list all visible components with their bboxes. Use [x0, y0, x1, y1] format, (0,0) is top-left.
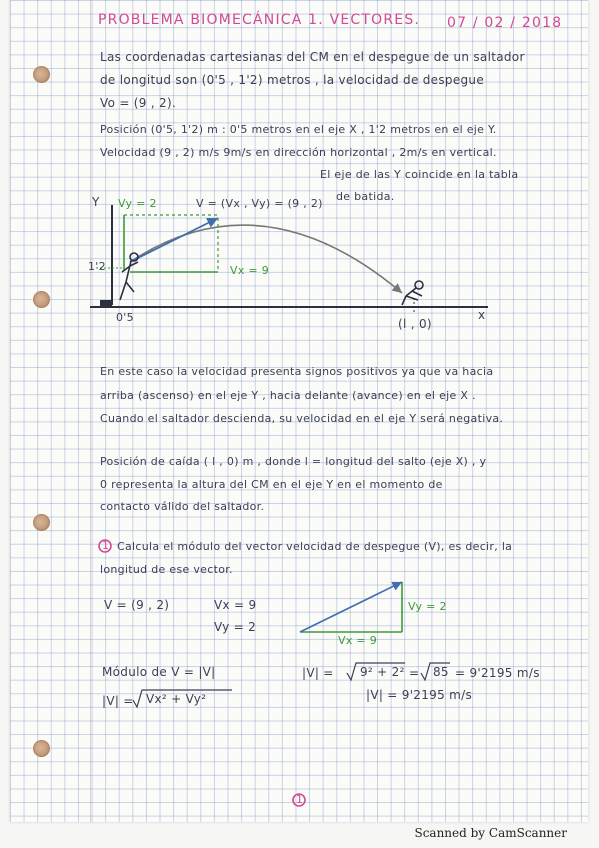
question-line: longitud de ese vector. [100, 563, 233, 576]
page-number: 1 [296, 793, 304, 806]
vx-value: Vx = 9 [214, 598, 257, 612]
vy-value: Vy = 2 [214, 620, 257, 634]
page-title: PROBLEMA BIOMECÁNICA 1. VECTORES. [98, 12, 421, 28]
modulus-calc-right: = 9'2195 m/s [455, 666, 540, 680]
landing-line: 0 representa la altura del CM en el eje Y en el momento de [100, 478, 443, 491]
explanation-line: arriba (ascenso) en el eje Y , hacia delante (avance) en el eje X . [100, 389, 476, 402]
explanation-line: En este caso la velocidad presenta signos positivos ya que va hacia [100, 365, 494, 378]
modulus-definition: Módulo de V = |V| [102, 665, 216, 679]
vector-label: V = (Vx , Vy) = (9 , 2) [196, 197, 323, 210]
question-line: Calcula el módulo del vector velocidad de despegue (V), es decir, la [117, 540, 513, 553]
intro-line: Vo = (9 , 2). [100, 96, 177, 110]
page-date: 07 / 02 / 2018 [447, 15, 563, 31]
landing-point-label: (l , 0) [398, 317, 432, 331]
modulus-calc-equals: = [409, 666, 420, 680]
scanner-watermark: Scanned by CamScanner [414, 826, 567, 840]
height-label: 1'2 [88, 260, 106, 273]
landing-line: Posición de caída ( l , 0) m , donde l = longitud del salto (eje X) , y [100, 455, 487, 468]
axis-note-line: El eje de las Y coincide en la tabla [320, 168, 519, 181]
landing-line: contacto válido del saltador. [100, 500, 265, 513]
vy-label: Vy = 2 [118, 197, 157, 210]
trajectory-curve [130, 225, 402, 293]
intro-line: de longitud son (0'5 , 1'2) metros , la velocidad de despegue [100, 73, 485, 87]
intro-line: Las coordenadas cartesianas del CM en el despegue de un saltador [100, 50, 525, 64]
triangle-vx-label: Vx = 9 [338, 634, 378, 647]
velocity-line: Velocidad (9 , 2) m/s 9m/s en dirección horizontal , 2m/s en vertical. [100, 146, 497, 159]
modulus-formula-root: Vx² + Vy² [146, 692, 207, 706]
takeoff-board [100, 300, 112, 307]
y-axis-label: Y [92, 195, 100, 209]
triangle-vy-label: Vy = 2 [408, 600, 447, 613]
jumper-takeoff [120, 253, 138, 300]
explanation-line: Cuando el saltador descienda, su velocidad en el eje Y será negativa. [100, 412, 504, 425]
modulus-calc-left: |V| = [302, 666, 334, 680]
x0-label: 0'5 [116, 311, 134, 324]
triangle-vector [300, 582, 402, 632]
modulus-calc-root: 9² + 2² [360, 665, 405, 679]
jumper-landing [402, 281, 423, 305]
vx-label: Vx = 9 [230, 264, 270, 277]
modulus-formula-left: |V| = [102, 694, 134, 708]
x-axis-label: x [478, 308, 486, 322]
question-number: 1 [102, 539, 110, 552]
vector-components: V = (9 , 2) [104, 598, 170, 612]
modulus-calc-root2: 85 [433, 665, 449, 679]
modulus-result: |V| = 9'2195 m/s [366, 688, 473, 702]
position-line: Posición (0'5, 1'2) m : 0'5 metros en el eje X , 1'2 metros en el eje Y. [100, 123, 497, 136]
velocity-vector [130, 218, 218, 262]
axis-note-line: de batida. [336, 190, 395, 203]
